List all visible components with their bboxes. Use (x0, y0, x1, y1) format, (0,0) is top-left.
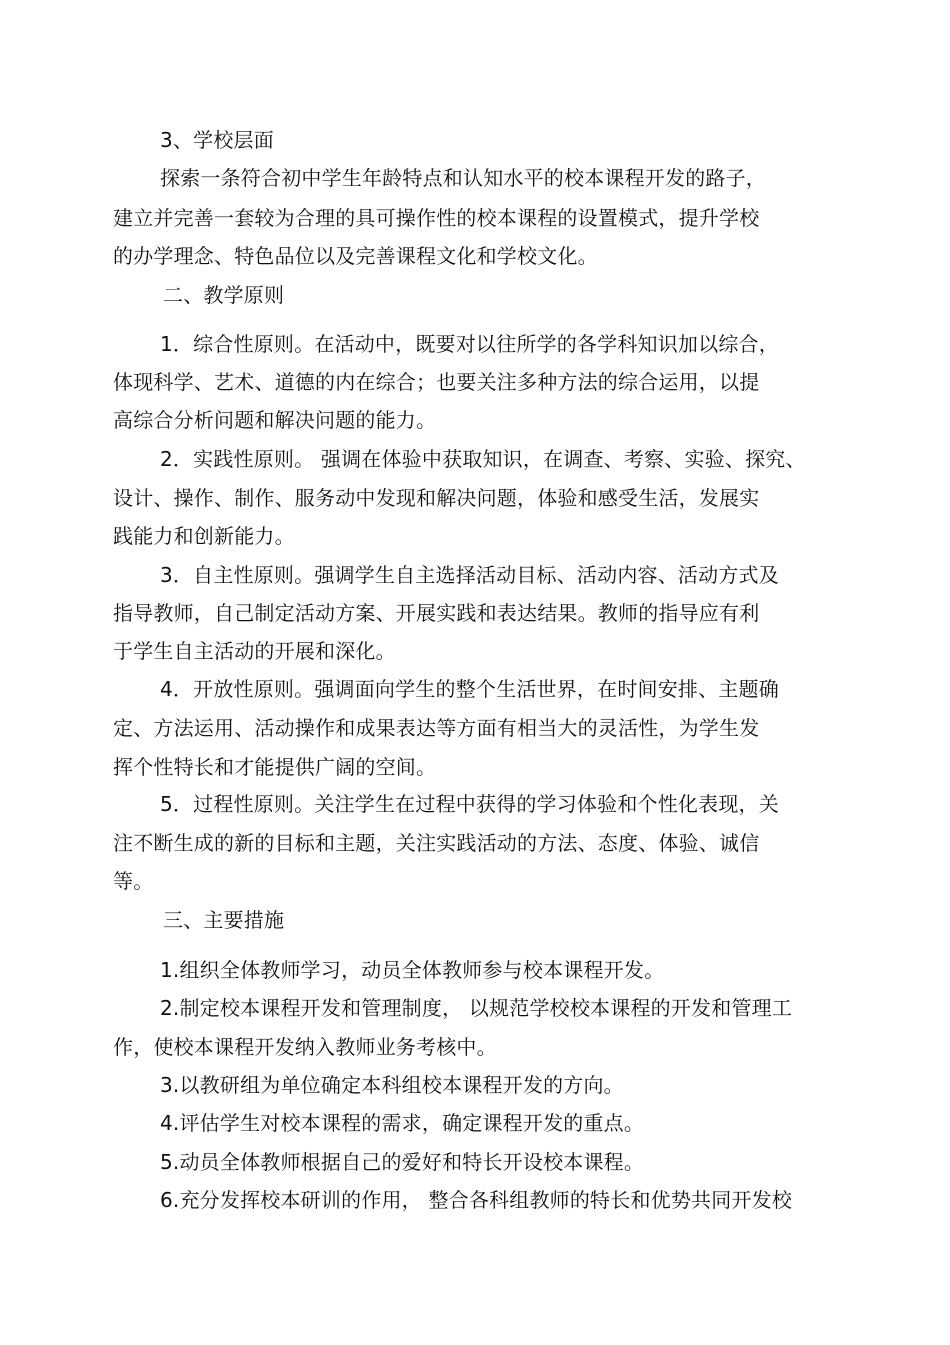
paragraph-line: 践能力和创新能力。 (113, 524, 295, 548)
section-heading-teaching-principles: 二、教学原则 (163, 283, 285, 307)
paragraph-line: 体现科学、艺术、道德的内在综合；也要关注多种方法的综合运用，以提 (113, 370, 760, 394)
paragraph-line: 设计、操作、制作、服务动中发现和解决问题，体验和感受生活，发展实 (113, 486, 760, 510)
paragraph-line: 作，使校本课程开发纳入教师业务考核中。 (113, 1035, 497, 1059)
paragraph-line: 2．实践性原则。 强调在体验中获取知识，在调查、考察、实验、探究、 (160, 447, 806, 471)
paragraph-line: 5.动员全体教师根据自己的爱好和特长开设校本课程。 (160, 1150, 645, 1174)
section-heading-school-level: 3、学校层面 (160, 128, 274, 152)
paragraph-line: 2.制定校本课程开发和管理制度， 以规范学校校本课程的开发和管理工 (160, 996, 793, 1020)
paragraph-line: 定、方法运用、活动操作和成果表达等方面有相当大的灵活性，为学生发 (113, 716, 760, 740)
paragraph-line: 3.以教研组为单位确定本科组校本课程开发的方向。 (160, 1073, 624, 1097)
paragraph-line: 3．自主性原则。强调学生自主选择活动目标、活动内容、活动方式及 (160, 563, 779, 587)
paragraph-line: 4.评估学生对校本课程的需求，确定课程开发的重点。 (160, 1111, 645, 1135)
paragraph-line: 的办学理念、特色品位以及完善课程文化和学校文化。 (113, 244, 598, 268)
paragraph-line: 6.充分发挥校本研训的作用， 整合各科组教师的特长和优势共同开发校 (160, 1188, 793, 1212)
paragraph-line: 5．过程性原则。关注学生在过程中获得的学习体验和个性化表现，关 (160, 792, 779, 816)
paragraph-line: 建立并完善一套较为合理的具可操作性的校本课程的设置模式，提升学校 (113, 206, 760, 230)
paragraph-line: 高综合分析问题和解决问题的能力。 (113, 408, 437, 432)
paragraph-line: 4．开放性原则。强调面向学生的整个生活世界，在时间安排、主题确 (160, 677, 779, 701)
paragraph-line: 注不断生成的新的目标和主题，关注实践活动的方法、态度、体验、诚信 (113, 831, 760, 855)
paragraph-line: 指导教师，自己制定活动方案、开展实践和表达结果。教师的指导应有利 (113, 601, 760, 625)
section-heading-main-measures: 三、主要措施 (163, 908, 285, 932)
paragraph-line: 探索一条符合初中学生年龄特点和认知水平的校本课程开发的路子， (160, 166, 766, 190)
paragraph-line: 于学生自主活动的开展和深化。 (113, 639, 396, 663)
paragraph-line: 1.组织全体教师学习，动员全体教师参与校本课程开发。 (160, 958, 665, 982)
paragraph-line: 等。 (113, 869, 154, 893)
paragraph-line: 1．综合性原则。在活动中，既要对以往所学的各学科知识加以综合， (160, 332, 779, 356)
paragraph-line: 挥个性特长和才能提供广阔的空间。 (113, 755, 437, 779)
